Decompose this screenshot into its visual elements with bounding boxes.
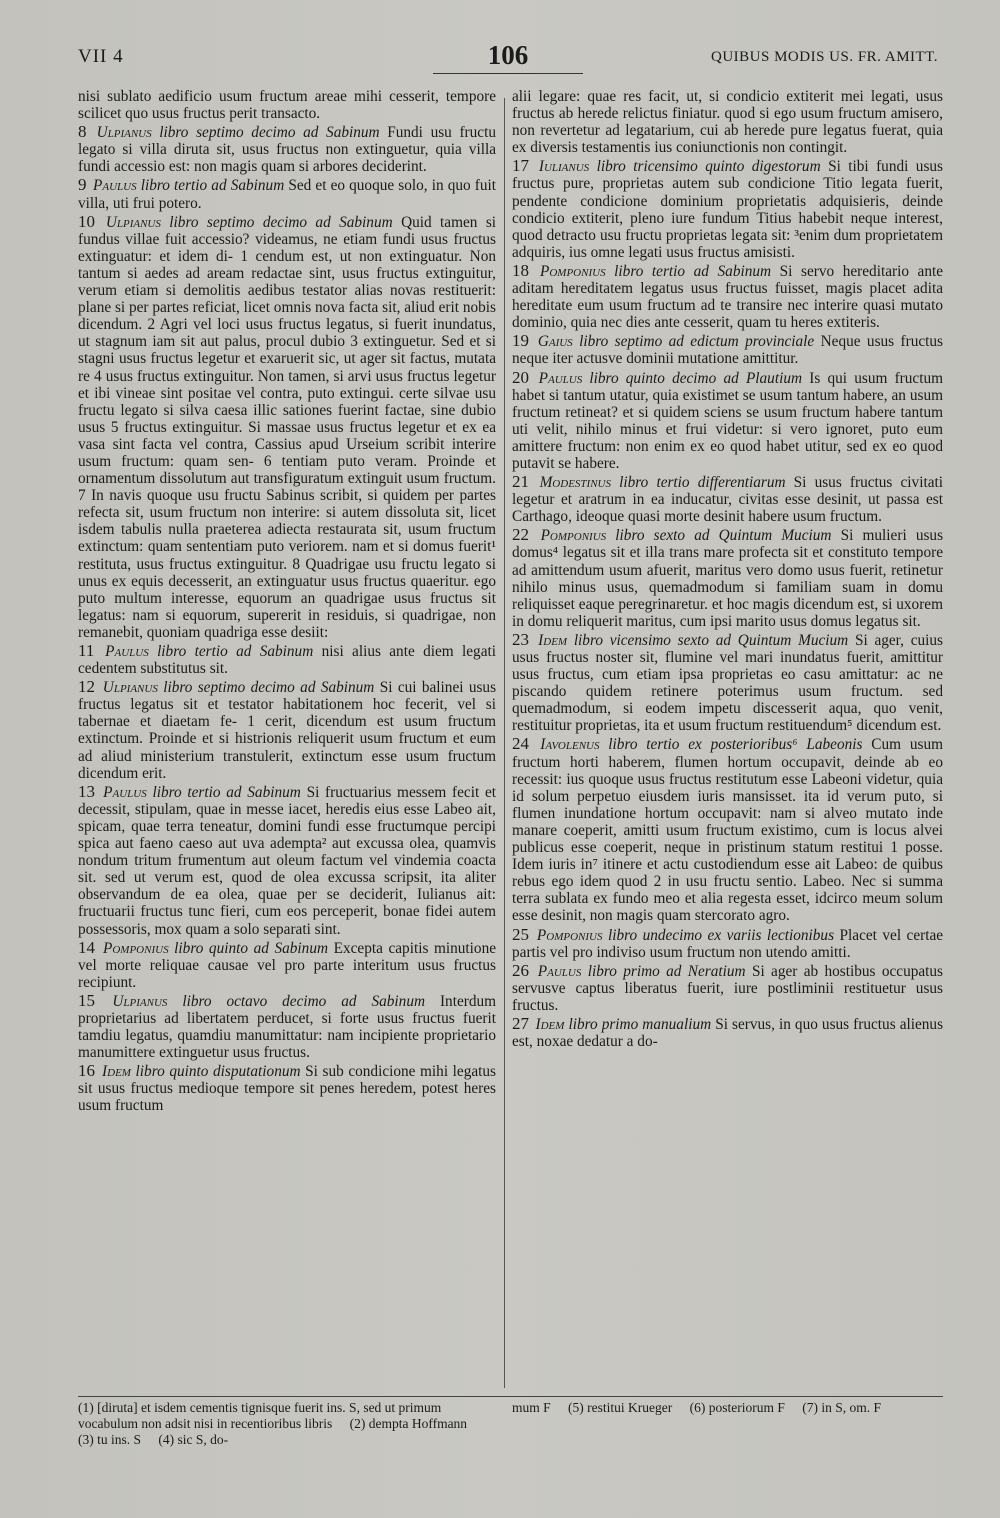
fragment-author: Paulus	[538, 369, 583, 387]
fragment-number: 10	[78, 211, 104, 231]
fragment	[78, 1062, 496, 1114]
fragment-source: libro primo manualium	[568, 1015, 712, 1033]
fragment	[512, 735, 943, 924]
fragment	[512, 1015, 943, 1050]
footnote: (1) [diruta] et isdem cementis tignisque fuerit ins. S, sed ut primum vocabulum non adsit nisi in recentioribus libris	[78, 1400, 442, 1431]
fragment-source: libro tricensimo quinto digestorum	[596, 158, 821, 176]
fragment-author: Idem	[102, 1063, 131, 1081]
fragment-text: Placet vel certae partis vel pro indiviso usum fructum non utendo amitti.	[512, 926, 943, 961]
fragment	[512, 526, 943, 630]
fragment-author: Ulpianus	[102, 679, 158, 697]
fragment-text: Neque usus fructus neque iter actusve dominii mutatione amittitur.	[512, 333, 943, 368]
fragment-text: Cum usum fructum horti haberem, flumen hortum occupavit, deinde ab eo recessit: ius quoque usus fructus restitutum esse Labeoni videtur, quia id solum perpetuo eiusdem iuris mansisset. ita id verum puto, si flumen inundatione hortum occupavit: nam si alveo mutato inde manare coeperit, amitti usum fructum existimo, cum is locus alvei publicus esse coeperit, neque in pristinum statum restitui 1 posse. Idem iuris in⁷ itinere et actu custodiendum esse ait Labeo: de quibus rebus ego idem quod 2 in usu fructu sentio. Labeo. Nec si summa terra sublata ex fundo meo et alia regesta esset, idcirco meum solum esse desinit, non magis quam stercorato agro.	[512, 736, 943, 925]
fragment-text: Si usus fructus civitati legetur et aratrum in ea inducatur, civitas esse desinit, ut passa est Carthago, ideoque quasi morte desinit habere usum fructum.	[512, 474, 943, 526]
footnote: (2) dempta Hoffmann	[349, 1416, 468, 1431]
fragment	[78, 939, 496, 991]
fragment	[512, 332, 943, 367]
fragment-text: Si ager ab hostibus occupatus servusve captus liberatus fuerit, iure postliminii restituetur usus fructus.	[512, 962, 943, 1014]
fragment-number: 20	[512, 367, 537, 387]
fragment-number: 15	[78, 990, 111, 1010]
fragment-text: nisi alius ante diem legati cedentem substitutus sit.	[78, 643, 496, 678]
fragment-source: libro primo ad Neratium	[587, 962, 746, 980]
fragment	[78, 783, 496, 938]
fragment-number: 24	[512, 734, 539, 754]
fragment	[512, 926, 943, 961]
fragment-source: libro septimo decimo ad Sabinum	[159, 124, 380, 142]
fragment	[512, 962, 943, 1014]
fragment-source: libro quinto ad Sabinum	[174, 939, 329, 957]
running-title: QUIBUS MODIS US. FR. AMITT.	[710, 49, 938, 65]
footnote: (4) sic S, do-	[158, 1432, 229, 1447]
fragment-source: libro quinto decimo ad Plautium	[589, 369, 803, 387]
fragment-text: Si servus, in quo usus fructus alienus est, noxae dedatur a do-	[512, 1015, 943, 1051]
text-columns	[78, 88, 943, 1388]
fragment-text: Si servo hereditario ante aditam hereditatem legatus usus fructus fuisset, magis placet adita hereditate eum usum fructum ad te transire nec interire quasi mutato dominio, quia nec dies ante cesserit, quam tu heres extiteris.	[512, 262, 943, 332]
footnotes-left	[78, 1400, 496, 1448]
fragment-text: Si cui balinei usus fructus legatus sit et testator habitationem hoc fecerit, vel si tabernae et diaetam fe- 1 cerit, dicendum est usum fructum extinctum. Proinde et si histrionis reliquerit usum fructum et eum ad aliud ministerium transtulerit, extinctum esse usum fructum dicendum erit.	[78, 679, 496, 782]
fragment-number: 8	[78, 122, 95, 142]
fragment-source: libro septimo ad edictum provinciale	[579, 333, 815, 351]
fragment-author: Paulus	[537, 962, 582, 980]
fragment-source: libro sexto ad Quintum Mucium	[615, 527, 832, 545]
fragment-source: libro vicensimo sexto ad Quintum Mucium	[573, 631, 849, 649]
fragment-number: 12	[78, 677, 101, 697]
fragment-number: 25	[512, 924, 535, 944]
fragment-author: Iavolenus	[540, 736, 600, 754]
fragment-source: libro septimo decimo ad Sabinum	[163, 679, 375, 697]
fragment-author: Pomponius	[536, 926, 603, 944]
page-number: 106	[487, 40, 529, 70]
fragment-author: Iulianus	[538, 158, 590, 176]
fragment-author: Modestinus	[539, 474, 611, 492]
fragment-author: Ulpianus	[96, 124, 152, 142]
right-column	[512, 88, 943, 1388]
fragment-text: Quid tamen si fundus villae fuit accessio? videamus, ne etiam fundi usus fructus extinguatur: et idem di- 1 cendum est, ut non extinguatur. Non tantum si aedes ad aream redactae sint, usus fructus extinguitur, verum etiam si demolitis aedibus testator alias novas restituerit: plane si per partes reficiat, licet omnis nova facta sit, aliud erit nobis dicendum. 2 Agri vel loci usus fructus legatus, si fuerit inundatus, ut stagnum iam sit aut palus, procul dubio 3 extinguetur. Sed et si stagni usus fructus legetur et exaruerit sic, ut ager sit factus, mutata re 4 usus fructus extinguitur. Non tamen, si arvi usus fructus legetur et ibi vineae sint positae vel contra, puto extingui. certe silvae usu fructu legato si silva caesa illic sationes fuerint factae, sine dubio usus 5 fructus extinguitur. Si massae usus fructus legetur et ex ea vasa sint facta vel contra, Cassius apud Urseium scribit interire usum fructum: quam sen- 6 tentiam puto veram. Proinde et ornamentum dissolutum aut transfiguratum extinguit usum fructum. 7 In navis quoque usu fructu Sabinus scribit, si quidem per partes refecta sit, usum fructum non interire: si autem dissoluta sit, licet isdem tabulis nulla praeterea adiecta restaurata sit, usum fructum extinctum: quam sententiam puto veriorem. nam et si domus fuerit¹ restituta, usus fructus extinguitur. 8 Quadrigae usu fructu legato si unus ex equis decesserit, an extinguatur usus fructus quaeritur. ego puto multum interesse, equorum an quadrigae usus fructus sit legatus: nam si equorum, supererit in residuis, si quadrigae, non remanebit, quoniam quadriga esse desiit:	[78, 213, 496, 641]
fragment	[78, 123, 496, 175]
fragment-author: Idem	[535, 1015, 565, 1033]
fragment-number: 17	[512, 156, 537, 176]
fragment-number: 18	[512, 260, 539, 280]
fragment-text: Si ager, cuius usus fructus noster sit, flumine vel mari inundatus fuerit, amittitur usus fructus, cum etiam ipsa proprietas eo casu amittatur: ac ne piscando quidem retinere poterimus usum fructum. sed quemadmodum, si eodem impetu discesserit aqua, quo venit, restituitur proprietas, ita et usum fructum restituendum⁵ dicendum est.	[512, 631, 943, 735]
fragment-author: Pomponius	[540, 527, 607, 545]
footnote: (6) posteriorum F	[689, 1400, 785, 1415]
fragment-author: Ulpianus	[112, 992, 168, 1010]
fragment-author: Ulpianus	[105, 213, 161, 231]
fragment-source: libro tertio ad Sabinum	[157, 643, 314, 660]
fragment-text: Si sub condicione mihi legatus sit usus fructus medioque tempore sit penes heredem, potest heres usum fructum	[78, 1063, 496, 1115]
left-column	[78, 88, 496, 1388]
fragment-text: Fundi usu fructu legato si villa diruta sit, usus fructus non extinguetur, quia villa fundi accessio est: non magis quam si arbores deciderint.	[78, 124, 496, 176]
fragment-text: Si mulieri usus domus⁴ legatus sit et illa trans mare profecta sit et constituto tempore ad amittendum usum afuerit, maritus vero domo usus fuerit, retinetur nihilo minus usus, quemadmodum si familiam suam in domu reliquisset eaque peregrinaretur. et hoc magis dicendum est, si uxorem in domu reliquerit maritus, cum ipsi marito usus domus legatus sit.	[512, 527, 943, 630]
fragment-source: libro quinto disputationum	[135, 1063, 301, 1081]
fragment-author: Gaius	[537, 333, 573, 351]
fragment-text: Excepta capitis minutione vel morte reliquae causae vel pro parte interitum usus fructus recipiunt.	[78, 939, 496, 991]
fragment-number: 19	[512, 331, 536, 351]
fragment-author: Pomponius	[540, 262, 606, 280]
fragment-source: libro tertio ad Sabinum	[152, 783, 301, 801]
fragment	[512, 473, 943, 525]
fragment-author: Paulus	[103, 783, 147, 801]
fragment-source: libro tertio ex posterioribus⁶ Labeonis	[608, 736, 863, 754]
fragment-text: Is qui usum fructum habet si tantum utatur, quia existimet se usum tantum habere, an usum fructum retineat? et si quidem sciens se usum fructum habere tantum uti velit, nihilo minus et frui videtur: si vero ignoret, puto eum amittere fructum: non enim ex eo quod habet utitur, sed ex eo quod putavit se habere.	[512, 369, 943, 472]
fragment-number: 13	[78, 781, 102, 801]
fragment	[512, 631, 943, 735]
fragment-number: 16	[78, 1061, 101, 1081]
footnote: (3) tu ins. S	[78, 1432, 142, 1447]
fragment-number: 9	[78, 175, 92, 195]
book-chapter-label: VII 4	[78, 46, 124, 67]
fragment-text: Si fructuarius messem fecit et decessit, stipulam, quae in messe iacet, heredis eius esse Labeo ait, spicam, quae terra teneatur, domini fundi esse fructumque percipi spica aut faeno caeso aut uva adempta² aut excussa olea, quamvis nondum tritum frumentum aut oleum factum vel vindemia coacta sit. sed ut verum est, quod de olea excussa scripsit, ita aliter observandum de ea olea, quae per se deciderit, Iulianus ait: fructuarii fructus tunc fieri, cum eos perceperit, bonae fidei autem possessoris, mox quam a solo separati sint.	[78, 783, 496, 938]
fragment-source: libro tertio ad Sabinum	[614, 262, 772, 280]
fragment-number: 21	[512, 472, 538, 492]
fragment-author: Paulus	[93, 177, 137, 195]
fragment-text: Si tibi fundi usus fructus pure, proprietas autem sub condicione Titio legata fuerit, pendente condicione dominium proprietatis adquisieris, deinde condicio extiterit, pleno iure fundum Titius habebit neque interest, quod detracto usu fructu proprietas legata sit: ³enim dum proprietatem adquiris, ius omne legati usus fructus amisisti.	[512, 158, 943, 261]
fragment	[78, 678, 496, 782]
fragment	[78, 992, 496, 1061]
fragment-source: libro tertio ad Sabinum	[140, 177, 285, 195]
fragment-source: libro undecimo ex variis lectionibus	[607, 926, 835, 944]
fragment-text: nisi sublato aedificio usum fructum areae mihi cesserit, tempore scilicet quo usus fructus perit transacto.	[78, 88, 496, 123]
fragment	[512, 369, 943, 473]
fragment-number: 23	[512, 629, 537, 649]
fragment-author: Paulus	[105, 643, 149, 660]
fragment-number: 11	[78, 641, 104, 660]
fragment	[78, 88, 496, 122]
fragment-author: Pomponius	[103, 939, 169, 957]
fragment-text: Interdum proprietarius ad libertatem perducet, si forte usus fructus fuerit tamdiu legatus, quamdiu manumittatur: nam incipiente proprietario manumittere extinguetur usus fructus.	[78, 992, 496, 1062]
fragment-number: 26	[512, 960, 536, 980]
fragment-number: 27	[512, 1013, 534, 1033]
fragment	[512, 262, 943, 331]
fragment-text: alii legare: quae res facit, ut, si condicio extiterit mei legati, usus fructus ab herede relictus finiatur. quod si ego usum fructum amisero, non revertetur ad legatarium, cui ab herede pure legatus fuerat, quia ex diversis testamentis ius coniunctionis non contingit.	[512, 88, 943, 157]
page-header	[78, 40, 938, 80]
fragment-author: Idem	[538, 631, 568, 649]
fragment	[78, 213, 496, 641]
fragment	[512, 157, 943, 261]
fragment	[78, 642, 496, 677]
footnote: (5) restitui Krueger	[568, 1400, 673, 1415]
fragment-source: libro octavo decimo ad Sabinum	[182, 992, 426, 1010]
fragment	[78, 176, 496, 211]
footnote: mum F	[512, 1400, 551, 1415]
fragment-text: Sed et eo quoque solo, in quo fuit villa, uti frui potero.	[78, 177, 496, 212]
footnote: (7) in S, om. F	[802, 1400, 881, 1415]
fragment	[512, 88, 943, 156]
footnotes-right	[512, 1400, 943, 1416]
fragment-source: libro tertio differentiarum	[619, 474, 786, 492]
fragment-source: libro septimo decimo ad Sabinum	[169, 213, 393, 231]
footnote-rule	[78, 1396, 943, 1397]
header-rule	[433, 73, 583, 74]
fragment-number: 22	[512, 525, 539, 545]
fragment-number: 14	[78, 937, 102, 957]
